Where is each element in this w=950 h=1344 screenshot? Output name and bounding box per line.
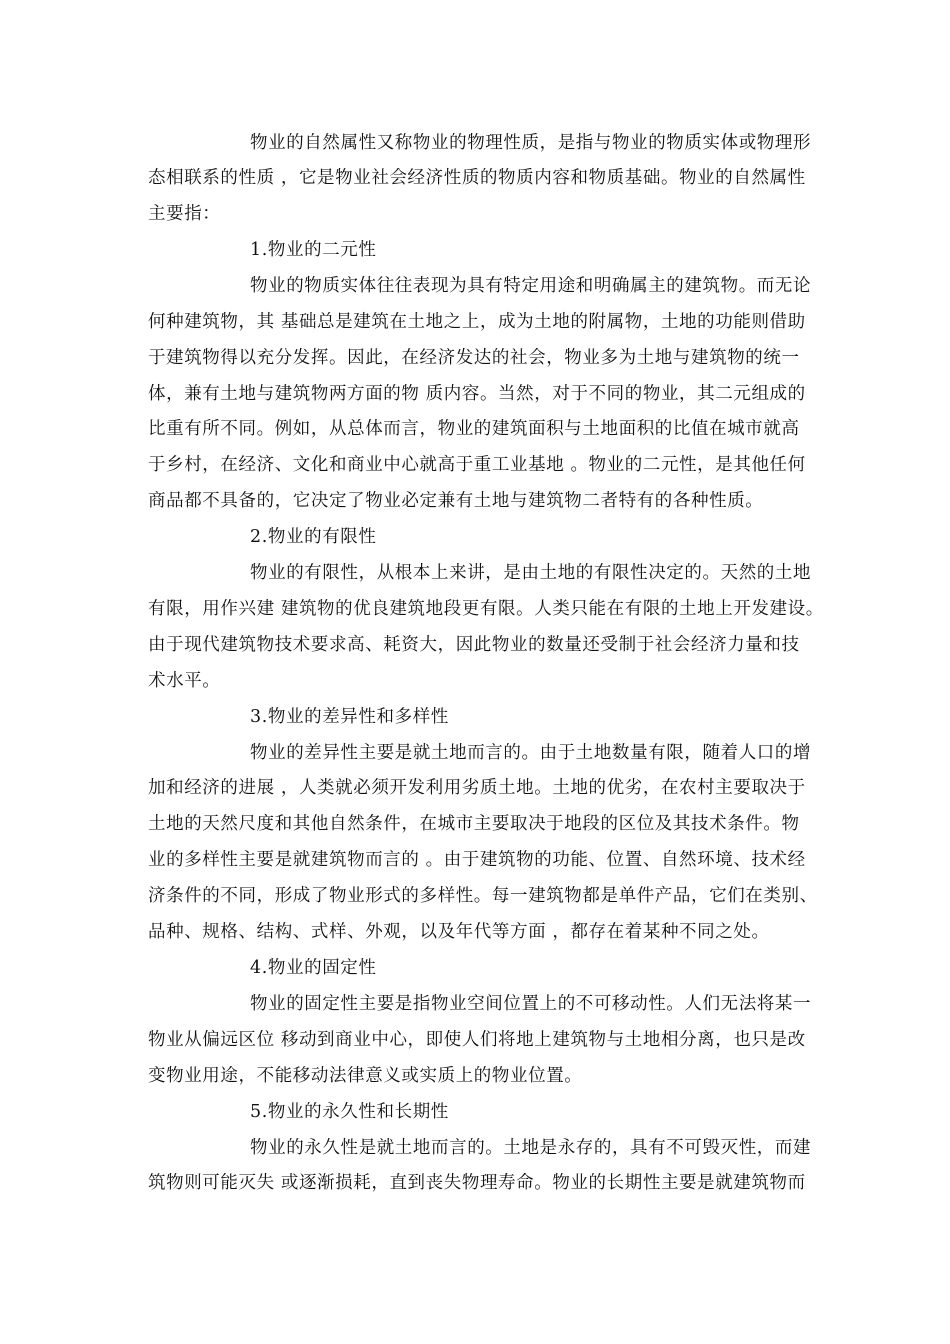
paragraph-line: 变物业用途，不能移动法律意义或实质上的物业位置。 (148, 1066, 583, 1086)
paragraph-line: 业的多样性主要是就建筑物而言的 。由于建筑物的功能、位置、自然环境、技术经 (148, 850, 806, 870)
paragraph-line: 土地的天然尺度和其他自然条件，在城市主要取决于地段的区位及其技术条件。物 (148, 814, 800, 834)
section-heading: 5.物业的永久性和长期性 (250, 1102, 449, 1122)
paragraph-line: 于乡村，在经济、文化和商业中心就高于重工业基地 。物业的二元性，是其他任何 (148, 455, 806, 475)
intro-line: 物业的自然属性又称物业的物理性质，是指与物业的物质实体或物理形 (250, 133, 812, 153)
paragraph-line: 物业的有限性，从根本上来讲，是由土地的有限性决定的。天然的土地 (250, 563, 812, 583)
paragraph-line: 何种建筑物，其 基础总是建筑在土地之上，成为土地的附属物，土地的功能则借助 (148, 312, 806, 332)
paragraph-line: 加和经济的进展 ，人类就必须开发利用劣质土地。土地的优劣，在农村主要取决于 (148, 778, 806, 798)
paragraph-line: 物业的固定性主要是指物业空间位置上的不可移动性。人们无法将某一 (250, 994, 812, 1014)
paragraph-line: 术水平。 (148, 671, 221, 691)
paragraph-line: 体，兼有土地与建筑物两方面的物 质内容。当然，对于不同的物业，其二元组成的 (148, 384, 806, 404)
paragraph-line: 济条件的不同，形成了物业形式的多样性。每一建筑物都是单件产品，它们在类别、 (148, 886, 818, 906)
intro-line: 主要指： (148, 204, 221, 224)
section-heading: 2.物业的有限性 (250, 527, 377, 547)
section-heading: 1.物业的二元性 (250, 240, 377, 260)
paragraph-line: 筑物则可能灭失 或逐渐损耗，直到丧失物理寿命。物业的长期性主要是就建筑物而 (148, 1173, 806, 1193)
paragraph-line: 比重有所不同。例如，从总体而言，物业的建筑面积与土地面积的比值在城市就高 (148, 419, 800, 439)
paragraph-line: 于建筑物得以充分发挥。因此，在经济发达的社会，物业多为土地与建筑物的统一 (148, 348, 800, 368)
paragraph-line: 物业从偏远区位 移动到商业中心，即使人们将地上建筑物与土地相分离，也只是改 (148, 1030, 806, 1050)
section-heading: 3.物业的差异性和多样性 (250, 707, 449, 727)
paragraph-line: 商品都不具备的，它决定了物业必定兼有土地与建筑物二者特有的各种性质。 (148, 491, 764, 511)
section-heading: 4.物业的固定性 (250, 958, 377, 978)
paragraph-line: 物业的物质实体往往表现为具有特定用途和明确属主的建筑物。而无论 (250, 276, 812, 296)
intro-line: 态相联系的性质 ，它是物业社会经济性质的物质内容和物质基础。物业的自然属性 (148, 168, 806, 188)
paragraph-line: 物业的差异性主要是就土地而言的。由于土地数量有限，随着人口的增 (250, 743, 812, 763)
paragraph-line: 品种、规格、结构、式样、外观，以及年代等方面 ，都存在着某种不同之处。 (148, 922, 770, 942)
paragraph-line: 由于现代建筑物技术要求高、耗资大，因此物业的数量还受制于社会经济力量和技 (148, 635, 800, 655)
paragraph-line: 物业的永久性是就土地而言的。土地是永存的，具有不可毁灭性，而建 (250, 1138, 812, 1158)
paragraph-line: 有限，用作兴建 建筑物的优良建筑地段更有限。人类只能在有限的土地上开发建设。 (148, 599, 824, 619)
